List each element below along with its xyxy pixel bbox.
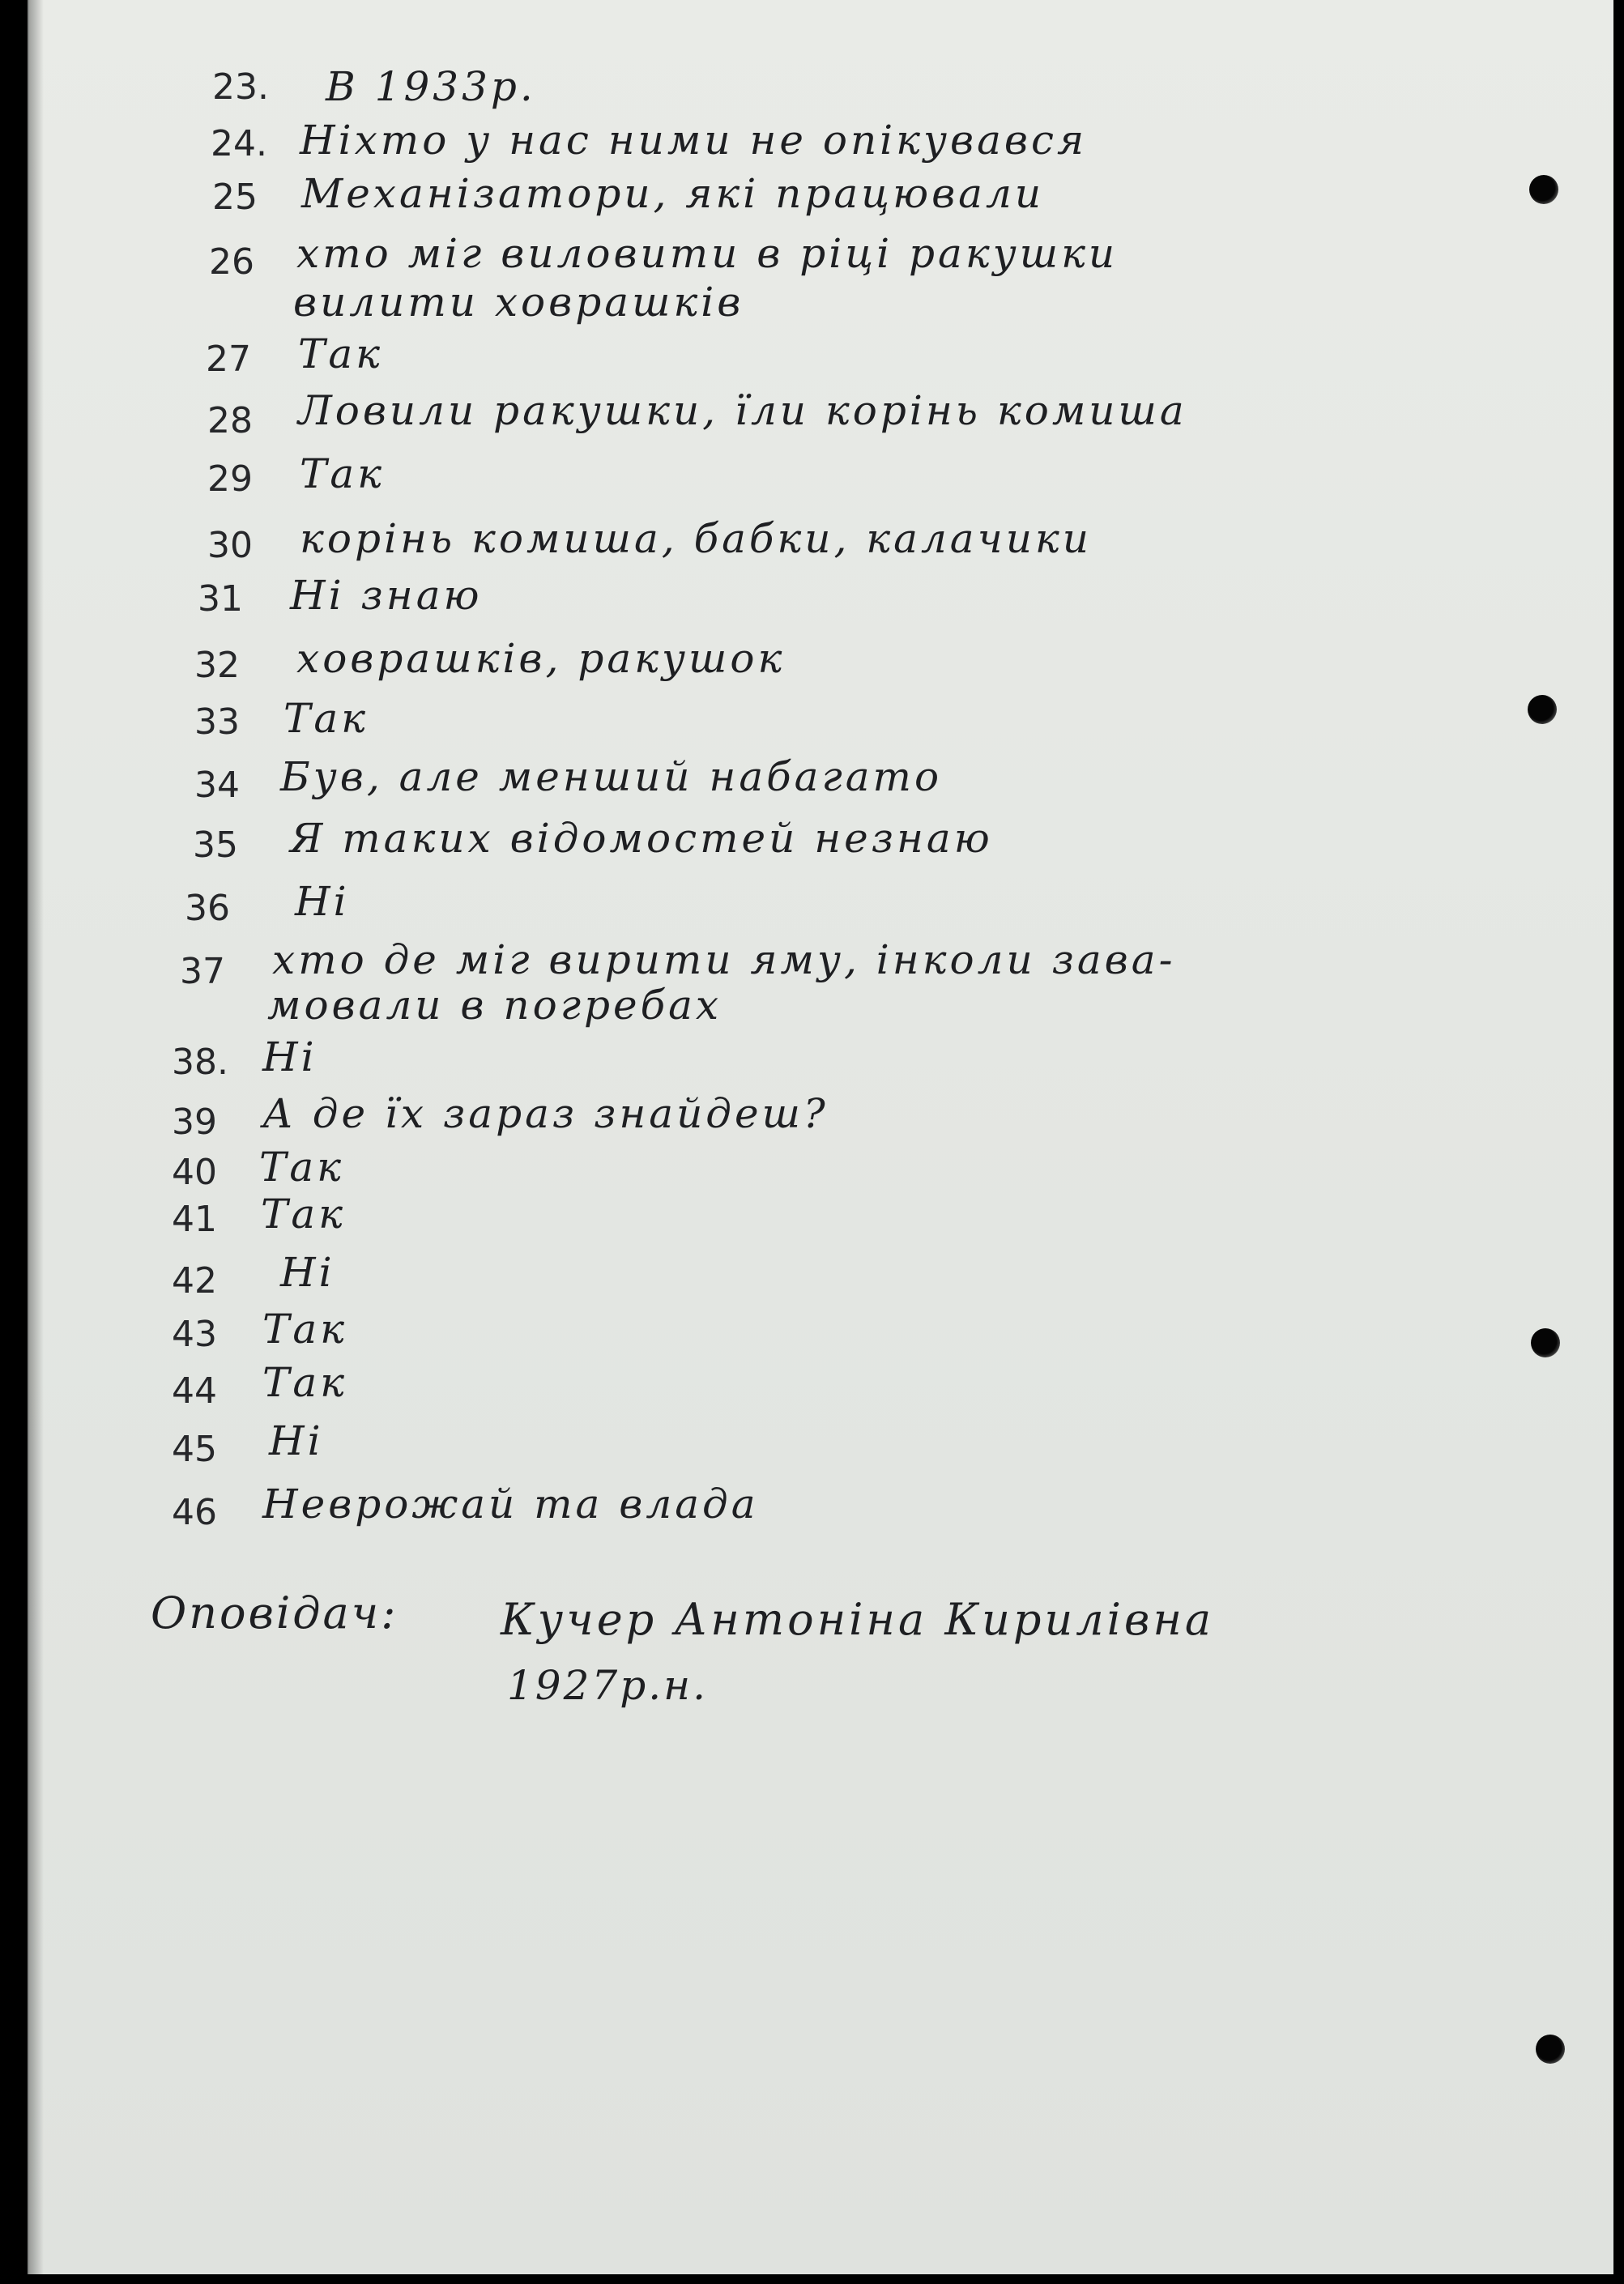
answer-text: Ні <box>295 878 350 925</box>
answer-number: 42 <box>172 1260 217 1302</box>
narrator-name: Кучер Антоніна Кирилівна <box>501 1594 1215 1645</box>
answer-number: 33 <box>194 701 240 743</box>
answer-text: Був, але менший набагато <box>280 753 943 800</box>
answer-text: Так <box>298 330 384 377</box>
answer-number: 28 <box>207 400 253 441</box>
answer-text: хто міг виловити в ріці ракушки <box>296 230 1119 277</box>
answer-text: Так <box>300 450 386 497</box>
answer-number: 43 <box>172 1314 217 1355</box>
answer-number: 31 <box>198 578 243 620</box>
answer-text: Я таких відомостей незнаю <box>290 815 993 862</box>
answer-number: 45 <box>172 1429 217 1470</box>
punch-hole <box>1528 695 1557 724</box>
punch-hole <box>1529 175 1558 204</box>
paper-sheet <box>28 0 1613 2274</box>
answer-number: 36 <box>185 888 230 929</box>
answer-text: Так <box>262 1359 348 1406</box>
answer-text: Ловили ракушки, їли корінь комиша <box>298 387 1187 434</box>
answer-text: Так <box>262 1306 348 1353</box>
answer-text: Ні знаю <box>290 572 483 619</box>
answer-number: 25 <box>212 177 258 218</box>
answer-text: мовали в погребах <box>267 982 722 1029</box>
answer-text: В 1933р. <box>326 63 536 110</box>
answer-number: 46 <box>172 1492 217 1533</box>
answer-number: 32 <box>194 645 240 686</box>
answer-number: 30 <box>207 525 253 566</box>
narrator-birth-year: 1927р.н. <box>507 1662 708 1709</box>
answer-number: 41 <box>172 1199 217 1240</box>
answer-text: Так <box>261 1191 347 1238</box>
answer-text: вилити ховрашків <box>293 279 744 326</box>
answer-text: А де їх зараз знайдеш? <box>262 1090 829 1137</box>
answer-text: Неврожай та влада <box>262 1481 759 1528</box>
answer-text: ховрашків, ракушок <box>296 635 786 682</box>
answer-text: Механізатори, які працювали <box>301 170 1045 217</box>
answer-number: 44 <box>172 1370 217 1412</box>
answer-number: 27 <box>206 339 251 380</box>
answer-number: 29 <box>207 458 253 500</box>
answer-number: 39 <box>172 1102 217 1143</box>
answer-text: Ні <box>269 1417 324 1464</box>
answer-text: Ні <box>280 1249 335 1296</box>
answer-text: Ніхто у нас ними не опікувався <box>300 117 1088 164</box>
answer-text: корінь комиша, бабки, калачики <box>300 515 1092 562</box>
answer-number: 23. <box>212 66 269 108</box>
answer-number: 38. <box>172 1042 228 1083</box>
punch-hole <box>1536 2035 1565 2064</box>
answer-number: 37 <box>180 951 225 992</box>
narrator-label: Оповідач: <box>151 1587 399 1638</box>
answer-number: 24. <box>211 123 267 164</box>
answer-text: хто де міг вирити яму, інколи зава- <box>272 936 1176 983</box>
answer-text: Ні <box>262 1033 318 1080</box>
answer-number: 40 <box>172 1152 217 1193</box>
punch-hole <box>1531 1328 1560 1357</box>
answer-number: 34 <box>194 765 240 806</box>
answer-text: Так <box>259 1144 345 1191</box>
answer-number: 26 <box>209 241 254 283</box>
answer-number: 35 <box>193 825 238 866</box>
answer-text: Так <box>283 695 369 742</box>
